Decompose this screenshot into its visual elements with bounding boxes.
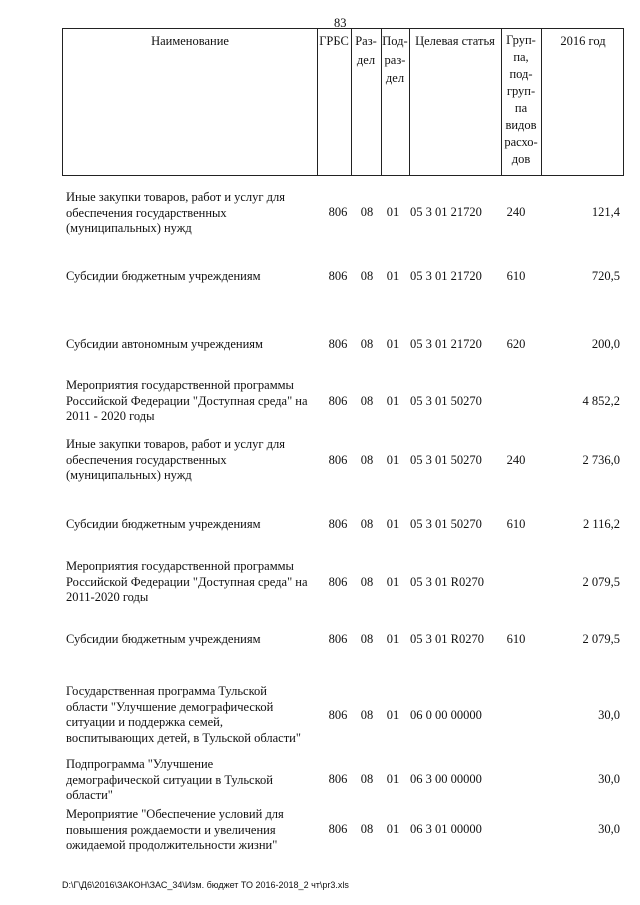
header-year: 2016 год [560,34,606,48]
row-name: Иные закупки товаров, работ и услуг для обеспечения государственных (муниципальных) нужд [66,437,286,482]
cell-target-article: 05 3 01 21720 [410,269,482,283]
cell-target-article: 05 3 01 50270 [410,394,482,408]
cell-grbs: 806 [328,269,348,283]
cell-sum: 30,0 [598,772,620,786]
cell-razdel: 08 [360,517,374,531]
cell-grbs: 806 [328,708,348,722]
cell-podrazdel: 01 [386,517,400,531]
cell-target-article: 05 3 01 50270 [410,517,482,531]
cell-sum: 30,0 [598,708,620,722]
cell-razdel: 08 [360,394,374,408]
cell-razdel: 08 [360,822,374,836]
cell-group: 620 [506,337,526,351]
row-name: Иные закупки товаров, работ и услуг для обеспечения государственных (муниципальных) нужд [66,190,286,235]
cell-podrazdel: 01 [386,269,400,283]
row-name: Субсидии бюджетным учреждениям [66,269,261,283]
cell-target-article: 05 3 01 21720 [410,337,482,351]
cell-podrazdel: 01 [386,822,400,836]
cell-grbs: 806 [328,822,348,836]
cell-target-article: 06 3 00 00000 [410,772,482,786]
column-divider [317,29,318,175]
row-name: Субсидии бюджетным учреждениям [66,632,261,646]
cell-grbs: 806 [328,205,348,219]
cell-razdel: 08 [360,772,374,786]
cell-sum: 121,4 [591,205,620,219]
table-header [62,28,624,176]
cell-razdel: 08 [360,453,374,467]
cell-podrazdel: 01 [386,337,400,351]
row-name: Мероприятия государственной программы Российской Федерации "Доступная среда" на 2011-2020 годы [66,559,308,604]
cell-group: 610 [506,517,526,531]
cell-podrazdel: 01 [386,772,400,786]
header-name: Наименование [151,34,229,48]
column-divider [409,29,410,175]
cell-razdel: 08 [360,205,374,219]
header-grbs: ГРБС [319,34,349,48]
cell-razdel: 08 [360,575,374,589]
cell-podrazdel: 01 [386,394,400,408]
cell-grbs: 806 [328,337,348,351]
cell-sum: 720,5 [591,269,620,283]
cell-podrazdel: 01 [386,632,400,646]
header-target-article: Целевая статья [415,34,495,48]
row-name: Государственная программа Тульской области "Улучшение демографической ситуации и поддержка семей, воспитывающих детей, в Тульской области" [66,684,301,745]
row-name: Мероприятия государственной программы Российской Федерации "Доступная среда" на 2011 - 2020 годы [66,378,308,423]
cell-podrazdel: 01 [386,205,400,219]
cell-grbs: 806 [328,772,348,786]
cell-sum: 4 852,2 [582,394,620,408]
column-divider [541,29,542,175]
header-podrazdel: Под- раз- дел [382,34,408,85]
cell-sum: 30,0 [598,822,620,836]
cell-group: 240 [506,453,526,467]
cell-razdel: 08 [360,632,374,646]
row-name: Субсидии бюджетным учреждениям [66,517,261,531]
cell-podrazdel: 01 [386,708,400,722]
cell-group: 610 [506,632,526,646]
cell-sum: 2 116,2 [582,517,620,531]
cell-razdel: 08 [360,708,374,722]
cell-target-article: 05 3 01 R0270 [410,575,484,589]
cell-razdel: 08 [360,337,374,351]
cell-sum: 2 736,0 [582,453,620,467]
cell-grbs: 806 [328,517,348,531]
cell-group: 240 [506,205,526,219]
cell-grbs: 806 [328,394,348,408]
cell-grbs: 806 [328,575,348,589]
cell-razdel: 08 [360,269,374,283]
cell-target-article: 05 3 01 R0270 [410,632,484,646]
cell-sum: 2 079,5 [582,632,620,646]
cell-target-article: 05 3 01 21720 [410,205,482,219]
cell-target-article: 05 3 01 50270 [410,453,482,467]
cell-sum: 200,0 [591,337,620,351]
page-number: 83 [334,16,347,30]
cell-grbs: 806 [328,453,348,467]
cell-grbs: 806 [328,632,348,646]
header-group: Груп- па, под- груп- па видов расхо- дов [504,33,538,166]
row-name: Мероприятие "Обеспечение условий для повышения рождаемости и увеличения ожидаемой продолжительности жизни" [66,807,284,852]
row-name: Подпрограмма "Улучшение демографической ситуации в Тульской области" [66,757,273,802]
header-razdel: Раз- дел [355,34,377,67]
cell-group: 610 [506,269,526,283]
cell-target-article: 06 0 00 00000 [410,708,482,722]
cell-sum: 2 079,5 [582,575,620,589]
cell-target-article: 06 3 01 00000 [410,822,482,836]
cell-podrazdel: 01 [386,575,400,589]
row-name: Субсидии автономным учреждениям [66,337,263,351]
cell-podrazdel: 01 [386,453,400,467]
file-path-footer: D:\Г\Д6\2016\ЗАКОН\ЗАС_34\Изм. бюджет ТО 2016-2018_2 чт\pr3.xls [62,880,349,890]
